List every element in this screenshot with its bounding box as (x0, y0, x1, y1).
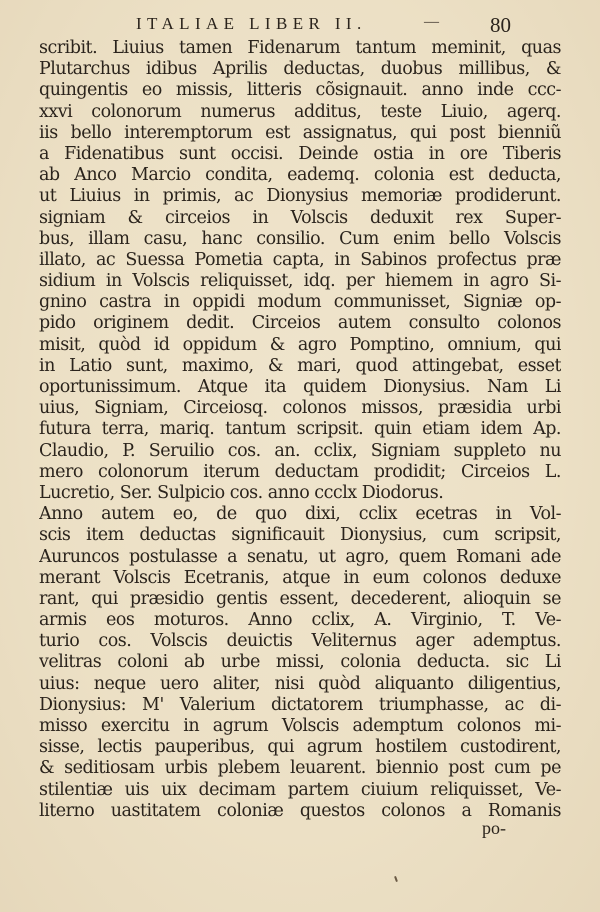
text-line: Lucretio, Ser. Sulpicio cos. anno ccclx Diodorus. (39, 482, 444, 503)
text-line: Anno autem eo, de quo dixi, cclix ecetras in Vol- (39, 504, 561, 525)
text-line: scis item deductas significauit Dionysius, cum scripsit, (39, 525, 561, 546)
page-number: 80 (490, 13, 511, 37)
text-line: signiam & circeios in Volscis deduxit rex Super- (39, 207, 561, 228)
text-line: xxvi colonorum numerus additus, teste Liuio, agerq. (39, 101, 561, 122)
running-head: ITALIAE LIBER II. (136, 14, 367, 33)
text-line: armis eos moturos. Anno cclix, A. Virginio, T. Ve- (39, 610, 561, 631)
text-line: literno uastitatem coloniæ questos colonos a Romanis (39, 800, 561, 821)
text-line: oportunissimum. Atque ita quidem Dionysius. Nam Li (39, 377, 561, 397)
text-line: sidium in Volscis reliquisset, idq. per hiemem in agro Si- (39, 271, 561, 292)
ink-speck (394, 876, 398, 882)
text-line: Claudio, P. Seruilio cos. an. cclix, Signiam suppleto nu (39, 440, 561, 461)
text-line: & seditiosam urbis plebem leuarent. biennio post cum pe (39, 758, 561, 779)
text-line: Auruncos postulasse a senatu, ut agro, quem Romani ade (39, 546, 561, 567)
text-line: scribit. Liuius tamen Fidenarum tantum meminit, quas (39, 38, 561, 58)
text-line: rant, qui præsidio gentis essent, decederent, alioquin se (39, 588, 561, 609)
header-dash: — (424, 14, 439, 30)
text-line: futura terra, mariq. tantum scripsit. quin etiam idem Ap. (39, 419, 561, 440)
text-line: gnino castra in oppidi modum communisset, Signiæ op- (39, 292, 561, 313)
text-line: stilentiæ uis uix decimam partem ciuium reliquisset, Ve- (39, 779, 561, 800)
text-line: velitras coloni ab urbe missi, colonia deducta. sic Li (39, 652, 561, 673)
catchword: po- (482, 818, 506, 838)
text-line: pido originem dedit. Circeios autem consulto colonos (39, 313, 561, 334)
text-line: ut Liuius in primis, ac Dionysius memoriæ prodiderunt. (39, 186, 561, 207)
text-line: uius, Signiam, Circeiosq. colonos missos, præsidia urbi (39, 398, 561, 419)
text-line: illato, ac Suessa Pometia capta, in Sabinos profectus præ (39, 249, 561, 270)
text-line: bus, illam casu, hanc consilio. Cum enim bello Volscis (39, 228, 561, 249)
text-line: merant Volscis Ecetranis, atque in eum colonos deduxe (39, 567, 561, 588)
text-line: quingentis eo missis, litteris cõsignauit. anno inde ccc- (39, 80, 561, 101)
text-line: mero colonorum iterum deductam prodidit; Circeios L. (39, 461, 561, 482)
text-line: a Fidenatibus sunt occisi. Deinde ostia in ore Tiberis (39, 143, 561, 164)
text-line: misit, quòd id oppidum & agro Pomptino, omnium, qui (39, 334, 561, 355)
page-header (0, 14, 600, 40)
text-line: Plutarchus idibus Aprilis deductas, duobus millibus, & (39, 59, 561, 80)
text-line: turio cos. Volscis deuictis Veliternus ager ademptus. (39, 631, 561, 652)
text-line: iis bello interemptorum est assignatus, qui post bienniũ (39, 122, 561, 143)
text-line: Dionysius: M' Valerium dictatorem triumphasse, ac di- (39, 694, 561, 715)
text-line: ab Anco Marcio condita, eademq. colonia est deducta, (39, 165, 561, 186)
text-line: sisse, lectis pauperibus, qui agrum hostilem custodirent, (39, 737, 561, 758)
text-line: in Latio sunt, maximo, & mari, quod attingebat, esset (39, 355, 561, 376)
text-line: misso exercitu in agrum Volscis ademptum colonos mi- (39, 716, 561, 736)
body-text (39, 38, 561, 822)
text-line: uius: neque uero aliter, nisi quòd aliquanto diligentius, (39, 673, 561, 694)
